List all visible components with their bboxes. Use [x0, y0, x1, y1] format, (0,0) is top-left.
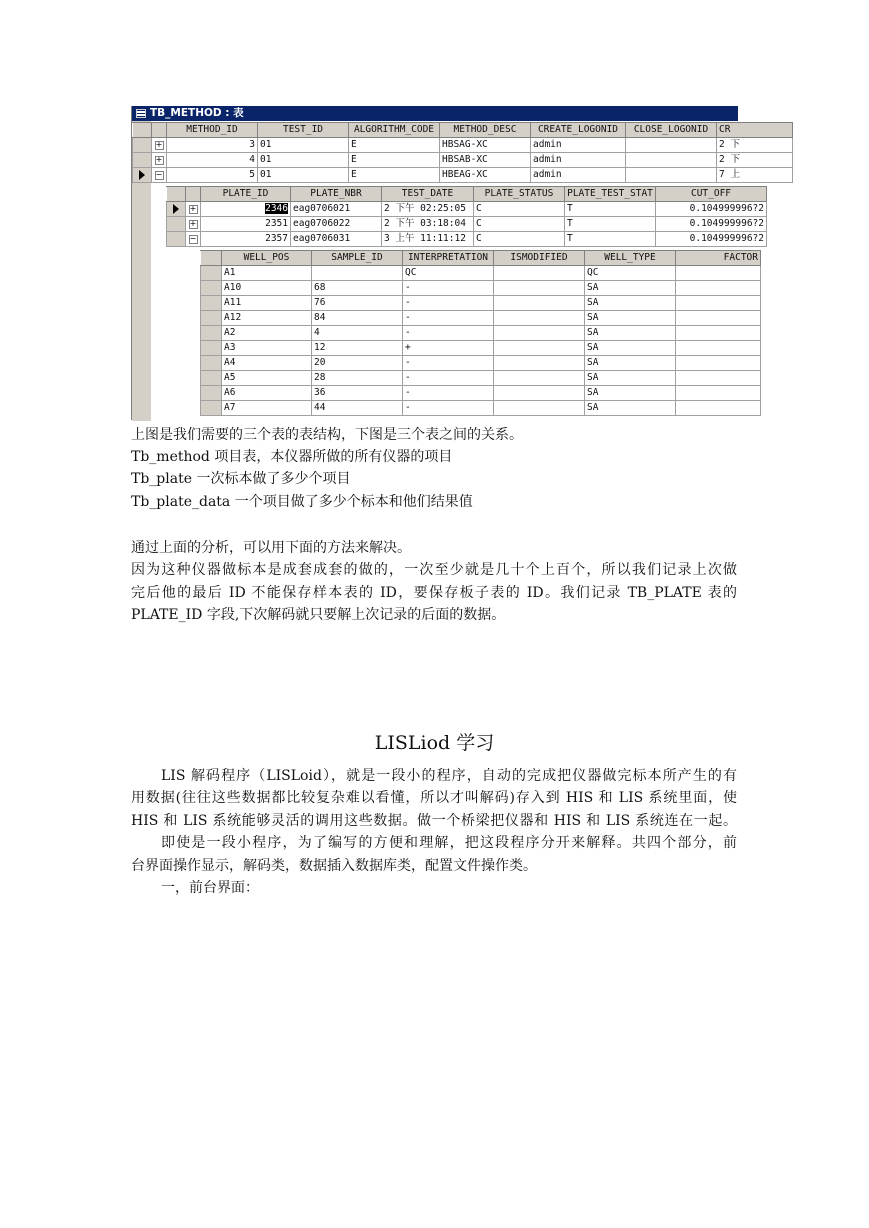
plus-icon: + — [155, 140, 163, 149]
cell[interactable]: E — [349, 168, 440, 183]
cell[interactable]: admin — [531, 153, 626, 168]
cell[interactable]: QC — [585, 266, 676, 281]
cell[interactable] — [676, 356, 761, 371]
record-selector[interactable] — [201, 311, 222, 326]
cell[interactable]: 12 — [312, 341, 403, 356]
cell[interactable]: HBEAG-XC — [440, 168, 531, 183]
table-row[interactable] — [201, 281, 761, 296]
cell[interactable] — [676, 341, 761, 356]
plate-data-rows — [201, 266, 761, 416]
cell[interactable]: - — [403, 371, 494, 386]
cell[interactable]: HBSAB-XC — [440, 153, 531, 168]
selected-cell-text: 2346 — [265, 203, 288, 214]
column-header[interactable]: PLATE_STATUS — [474, 187, 565, 202]
cell[interactable] — [676, 296, 761, 311]
cell[interactable]: SA — [585, 326, 676, 341]
plus-icon: + — [155, 155, 163, 164]
cell[interactable]: SA — [585, 371, 676, 386]
corner-cell — [152, 123, 167, 138]
cell[interactable]: 01 — [258, 138, 349, 153]
cell[interactable]: 84 — [312, 311, 403, 326]
cell[interactable]: A1 — [222, 266, 312, 281]
cell[interactable]: A12 — [222, 311, 312, 326]
cell[interactable]: T — [565, 202, 656, 217]
column-header[interactable]: WELL_POS — [222, 251, 312, 266]
column-header[interactable]: CREATE_LOGONID — [531, 123, 626, 138]
cell[interactable] — [494, 296, 585, 311]
cell[interactable] — [494, 266, 585, 281]
record-selector[interactable] — [133, 153, 152, 168]
expand-toggle[interactable] — [152, 153, 167, 168]
cell[interactable]: 68 — [312, 281, 403, 296]
paragraph-line: LIS 解码程序（LISLoid），就是一段小的程序，自动的完成把仪器做完标本所产生的有 — [161, 768, 737, 784]
cell[interactable] — [312, 266, 403, 281]
column-header[interactable]: PLATE_TEST_STAT — [565, 187, 656, 202]
current-record-arrow-icon — [173, 204, 179, 214]
cell[interactable]: 5 — [167, 168, 258, 183]
cell[interactable]: eag0706021 — [291, 202, 382, 217]
cell[interactable]: 01 — [258, 153, 349, 168]
cell[interactable]: HBSAG-XC — [440, 138, 531, 153]
paragraph: Tb_method 项目表，本仪器所做的所有仪器的项目 — [131, 449, 453, 465]
column-header[interactable]: ISMODIFIED — [494, 251, 585, 266]
table-row[interactable] — [167, 202, 767, 217]
cell[interactable]: 2 下 — [717, 153, 793, 168]
plus-icon: + — [189, 219, 197, 228]
cell[interactable]: + — [403, 341, 494, 356]
cell[interactable]: - — [403, 296, 494, 311]
cell[interactable]: SA — [585, 311, 676, 326]
cell[interactable]: C — [474, 217, 565, 232]
cell[interactable]: QC — [403, 266, 494, 281]
cell[interactable]: A2 — [222, 326, 312, 341]
table-row[interactable] — [167, 217, 767, 232]
expand-toggle[interactable] — [152, 168, 167, 183]
record-selector[interactable] — [167, 232, 186, 247]
column-header[interactable]: METHOD_DESC — [440, 123, 531, 138]
cell[interactable]: 44 — [312, 401, 403, 416]
cell[interactable]: A4 — [222, 356, 312, 371]
table-row[interactable] — [167, 232, 767, 247]
cell[interactable]: SA — [585, 296, 676, 311]
cell[interactable]: 2 下 — [717, 138, 793, 153]
minus-icon: − — [155, 170, 163, 179]
expand-toggle[interactable] — [186, 217, 201, 232]
cell[interactable]: C — [474, 202, 565, 217]
cell[interactable]: A7 — [222, 401, 312, 416]
cell[interactable]: SA — [585, 341, 676, 356]
table-row[interactable] — [133, 153, 793, 168]
table-icon — [136, 109, 146, 118]
record-selector[interactable] — [201, 386, 222, 401]
cell[interactable]: SA — [585, 356, 676, 371]
column-header[interactable]: METHOD_ID — [167, 123, 258, 138]
corner-cell — [201, 251, 222, 266]
cell[interactable] — [626, 138, 717, 153]
column-header[interactable]: PLATE_NBR — [291, 187, 382, 202]
plate-grid — [166, 186, 767, 247]
cell[interactable]: 0.104999996?2 — [656, 232, 767, 247]
column-header[interactable]: WELL_TYPE — [585, 251, 676, 266]
record-selector[interactable] — [201, 326, 222, 341]
record-selector[interactable] — [201, 341, 222, 356]
record-selector[interactable] — [201, 401, 222, 416]
cell[interactable]: eag0706031 — [291, 232, 382, 247]
cell[interactable]: 2351 — [201, 217, 291, 232]
table-row[interactable] — [201, 311, 761, 326]
plate-header-row — [167, 187, 767, 202]
plus-icon: + — [189, 204, 197, 213]
table-row[interactable] — [201, 266, 761, 281]
window-title: TB_METHOD : 表 — [150, 107, 244, 119]
cell[interactable]: 0.104999996?2 — [656, 202, 767, 217]
cell[interactable]: SA — [585, 386, 676, 401]
table-row[interactable] — [201, 296, 761, 311]
cell[interactable] — [676, 281, 761, 296]
cell[interactable]: 4 — [312, 326, 403, 341]
column-header[interactable]: SAMPLE_ID — [312, 251, 403, 266]
paragraph-line: 因为这种仪器做标本是成套成套的做的，一次至少就是几十个上百个，所以我们记录上次做 — [131, 562, 737, 578]
expand-toggle[interactable] — [186, 232, 201, 247]
cell[interactable] — [676, 326, 761, 341]
paragraph: Tb_plate 一次标本做了多少个项目 — [131, 471, 351, 487]
expand-toggle[interactable] — [152, 138, 167, 153]
cell[interactable] — [676, 311, 761, 326]
cell[interactable]: 2 下午 02:25:05 — [382, 202, 474, 217]
column-header[interactable]: PLATE_ID — [201, 187, 291, 202]
cell[interactable]: 2 下午 03:18:04 — [382, 217, 474, 232]
cell[interactable] — [626, 153, 717, 168]
cell[interactable]: 3 上午 11:11:12 — [382, 232, 474, 247]
paragraph: 上图是我们需要的三个表的表结构，下图是三个表之间的关系。 — [131, 427, 523, 443]
cell[interactable]: eag0706022 — [291, 217, 382, 232]
cell[interactable] — [494, 281, 585, 296]
paragraph-line: 台界面操作显示，解码类，数据插入数据库类，配置文件操作类。 — [131, 858, 537, 874]
paragraph: 通过上面的分析，可以用下面的方法来解决。 — [131, 540, 411, 556]
corner-cell — [133, 123, 152, 138]
paragraph-line: HIS 和 LIS 系统能够灵活的调用这些数据。做一个桥梁把仪器和 HIS 和 LIS 系统连在一起。 — [131, 813, 737, 829]
cell[interactable]: - — [403, 401, 494, 416]
cell[interactable] — [626, 168, 717, 183]
cell[interactable]: 4 — [167, 153, 258, 168]
cell[interactable]: A5 — [222, 371, 312, 386]
cell[interactable]: SA — [585, 281, 676, 296]
cell[interactable]: SA — [585, 401, 676, 416]
plate-data-header-row — [201, 251, 761, 266]
cell[interactable] — [494, 356, 585, 371]
column-header[interactable]: TEST_DATE — [382, 187, 474, 202]
cell[interactable]: 20 — [312, 356, 403, 371]
cell[interactable]: 76 — [312, 296, 403, 311]
cell[interactable]: 0.104999996?2 — [656, 217, 767, 232]
cell[interactable] — [676, 371, 761, 386]
cell[interactable]: - — [403, 356, 494, 371]
cell[interactable]: - — [403, 386, 494, 401]
expand-toggle[interactable] — [186, 202, 201, 217]
cell[interactable] — [494, 401, 585, 416]
cell[interactable] — [494, 311, 585, 326]
column-header[interactable]: FACTOR — [676, 251, 761, 266]
cell[interactable]: - — [403, 281, 494, 296]
table-row[interactable] — [133, 168, 793, 183]
cell[interactable] — [494, 341, 585, 356]
cell[interactable]: 3 — [167, 138, 258, 153]
column-header[interactable]: TEST_ID — [258, 123, 349, 138]
record-selector[interactable] — [201, 296, 222, 311]
cell[interactable]: 28 — [312, 371, 403, 386]
record-selector[interactable] — [201, 281, 222, 296]
cell[interactable]: C — [474, 232, 565, 247]
cell[interactable]: A11 — [222, 296, 312, 311]
cell[interactable]: - — [403, 311, 494, 326]
current-record-arrow-icon — [139, 170, 145, 180]
method-header-row — [133, 123, 793, 138]
record-selector[interactable] — [133, 168, 152, 183]
column-header[interactable]: ALGORITHM_CODE — [349, 123, 440, 138]
window-titlebar[interactable] — [132, 106, 738, 121]
table-row[interactable] — [201, 386, 761, 401]
cell[interactable] — [494, 371, 585, 386]
cell[interactable] — [676, 266, 761, 281]
cell[interactable]: A6 — [222, 386, 312, 401]
paragraph-line: 即使是一段小程序，为了编写的方便和理解，把这段程序分开来解释。共四个部分，前 — [161, 835, 737, 851]
plate-data-grid — [200, 250, 761, 416]
cell[interactable] — [494, 386, 585, 401]
cell[interactable]: A3 — [222, 341, 312, 356]
table-row[interactable] — [201, 356, 761, 371]
cell[interactable]: admin — [531, 138, 626, 153]
cell[interactable]: 36 — [312, 386, 403, 401]
method-grid — [132, 122, 793, 183]
column-header[interactable]: CUT_OFF — [656, 187, 767, 202]
corner-cell — [186, 187, 201, 202]
cell[interactable]: E — [349, 153, 440, 168]
paragraph-line: 用数据(往往这些数据都比较复杂难以看懂，所以才叫解码)存入到 HIS 和 LIS 系统里面，使 — [131, 790, 737, 806]
column-header[interactable]: INTERPRETATION — [403, 251, 494, 266]
record-selector[interactable] — [133, 138, 152, 153]
paragraph-line: 完后他的最后 ID 不能保存样本表的 ID，要保存板子表的 ID。我们记录 TB_PLATE 表的 — [131, 585, 737, 601]
table-row[interactable] — [201, 326, 761, 341]
record-selector[interactable] — [167, 217, 186, 232]
column-header[interactable]: CR — [717, 123, 793, 138]
table-row[interactable] — [201, 341, 761, 356]
record-selector[interactable] — [167, 202, 186, 217]
table-row[interactable] — [201, 371, 761, 386]
cell[interactable]: 2357 — [201, 232, 291, 247]
cell[interactable]: admin — [531, 168, 626, 183]
cell[interactable]: T — [565, 232, 656, 247]
cell[interactable] — [494, 326, 585, 341]
paragraph-line: PLATE_ID 字段,下次解码就只要解上次记录的后面的数据。 — [131, 607, 506, 623]
cell[interactable]: - — [403, 326, 494, 341]
cell[interactable]: T — [565, 217, 656, 232]
paragraph: 一，前台界面： — [161, 880, 259, 896]
paragraph: Tb_plate_data 一个项目做了多少个标本和他们结果值 — [131, 494, 473, 510]
record-selector[interactable] — [201, 356, 222, 371]
subsheet-indent — [151, 186, 166, 426]
cell[interactable] — [676, 401, 761, 416]
cell[interactable]: 7 上 — [717, 168, 793, 183]
cell[interactable] — [201, 202, 291, 217]
column-header[interactable]: CLOSE_LOGONID — [626, 123, 717, 138]
table-row[interactable] — [133, 138, 793, 153]
cell[interactable] — [676, 386, 761, 401]
table-row[interactable] — [201, 401, 761, 416]
corner-cell — [167, 187, 186, 202]
section-heading: LISLiod 学习 — [374, 732, 495, 754]
record-selector[interactable] — [201, 266, 222, 281]
cell[interactable]: A10 — [222, 281, 312, 296]
minus-icon: − — [189, 234, 197, 243]
record-selector[interactable] — [201, 371, 222, 386]
cell[interactable]: 01 — [258, 168, 349, 183]
cell[interactable]: E — [349, 138, 440, 153]
access-table-window — [131, 106, 764, 420]
